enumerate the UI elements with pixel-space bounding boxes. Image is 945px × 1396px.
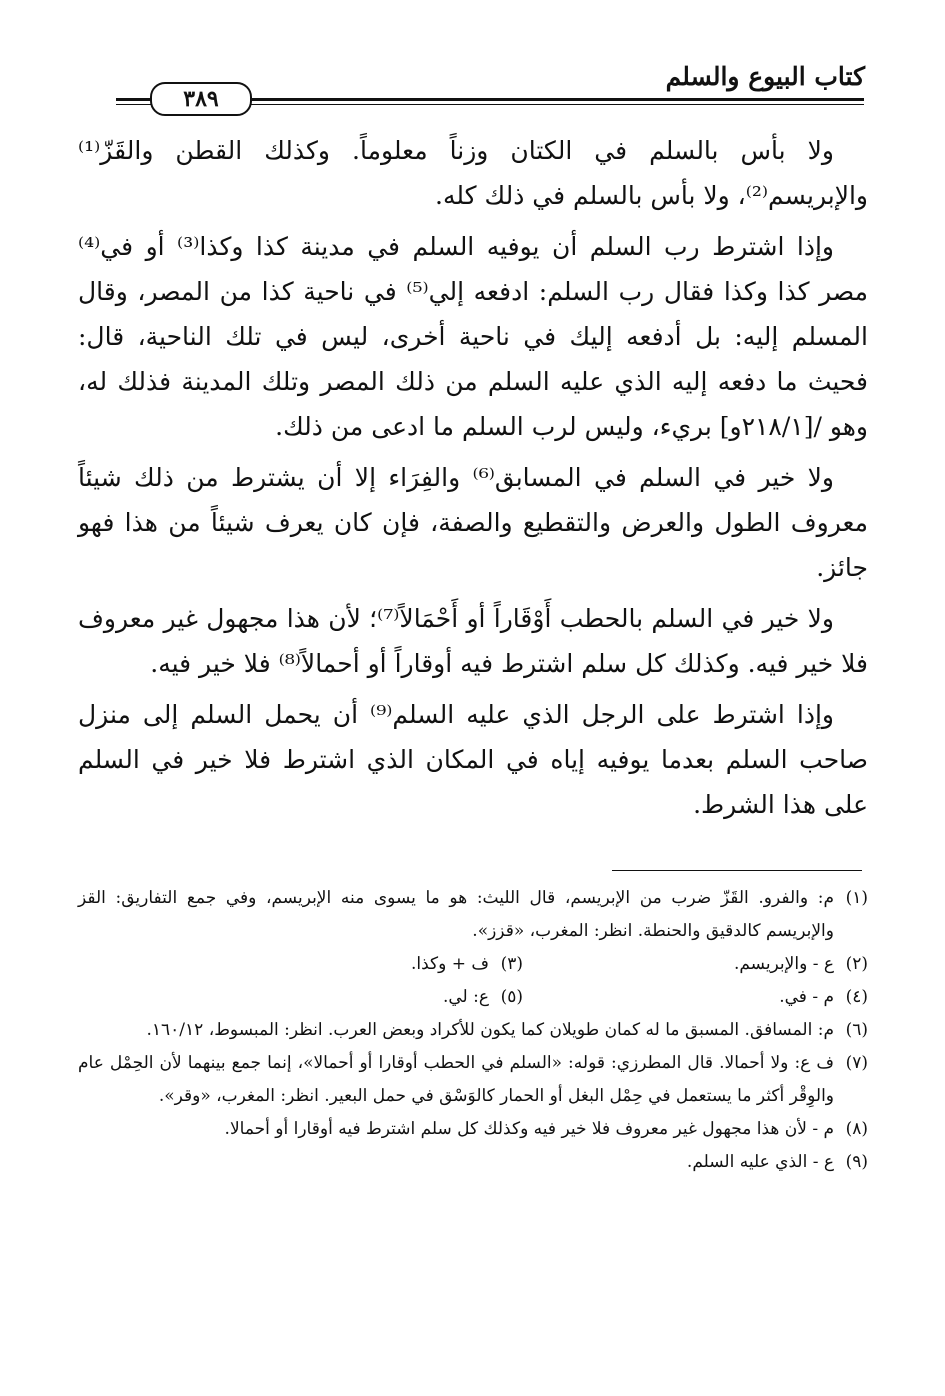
footnote-number: (٣) <box>500 954 523 974</box>
footnote-separator <box>612 870 862 871</box>
footnote-2 <box>523 948 868 981</box>
paragraph: ولا بأس بالسلم في الكتان وزناً معلوماً. وكذلك القطن والقَزّ⁽¹⁾ والإبريسم⁽²⁾، ولا بأس بالسلم في ذلك كله. <box>78 136 868 210</box>
footnote-number: (٤) <box>845 987 868 1007</box>
footnote-text: ع - والإبريسم. <box>733 954 834 974</box>
footnote-8 <box>78 1113 868 1146</box>
footnote-number: (٦) <box>845 1020 868 1040</box>
footnote-row <box>78 981 868 1014</box>
footnotes <box>78 882 868 1179</box>
footnote-number: (٩) <box>845 1152 868 1172</box>
footnote-7 <box>78 1047 868 1113</box>
footnote-5 <box>443 981 523 1014</box>
footnote-text: ف ع: ولا أحمالا. قال المطرزي: قوله: «السلم في الحطب أوقارا أو أحمالا»، إنما جمع بينهما لأن الحِمْل عام والوِقْر أكثر ما يستعمل في حِمْل البغل أو الحمار كالوَسْق في حمل البعير. انظر: المغرب، «وقر». <box>78 1053 834 1106</box>
footnote-text: ع: لي. <box>442 987 489 1007</box>
footnote-number: (٧) <box>845 1053 868 1073</box>
paragraph: ولا خير في السلم في المسابق⁽⁶⁾ والفِرَاء إلا أن يشترط من ذلك شيئاً معروف الطول والعرض والتقطيع والصفة، فإن كان يعرف شيئاً من هذا فهو جائز. <box>78 463 868 582</box>
footnote-text: م - في. <box>779 987 834 1007</box>
page-number: ٣٨٩ <box>150 82 252 116</box>
footnote-number: (٥) <box>500 987 523 1007</box>
footnote-number: (٨) <box>845 1119 868 1139</box>
footnote-number: (١) <box>845 888 868 908</box>
footnote-number: (٢) <box>845 954 868 974</box>
footnote-text: م: والفرو. القَزّ ضرب من الإبريسم، قال الليث: هو ما يسوى منه الإبريسم، وفي جمع التفاريق: القز والإبريسم كالدقيق والحنطة. انظر: المغرب، «قزز». <box>78 888 834 941</box>
paragraph: ولا خير في السلم بالحطب أَوْقَاراً أو أَحْمَالاً⁽⁷⁾؛ لأن هذا مجهول غير معروف فلا خير فيه. وكذلك كل سلم اشترط فيه أوقاراً أو أحمالاً⁽⁸⁾ فلا خير فيه. <box>78 604 868 678</box>
footnote-text: م: المسافق. المسبق ما له كمان طويلان كما يكون للأكراد وبعض العرب. انظر: المبسوط، ١٦٠/١٢. <box>146 1020 834 1040</box>
footnote-row <box>78 948 868 981</box>
footnote-4 <box>523 981 868 1014</box>
footnote-9 <box>78 1146 868 1179</box>
running-title: كتاب البيوع والسلم <box>665 62 865 91</box>
paragraph: وإذا اشترط على الرجل الذي عليه السلم⁽⁹⁾ أن يحمل السلم إلى منزل صاحب السلم بعدما يوفيه إياه في المكان الذي اشترط فلا خير في السلم على هذا الشرط. <box>78 700 868 819</box>
footnote-3 <box>411 948 523 981</box>
footnote-text: ف + وكذا. <box>410 954 489 974</box>
footnote-1 <box>78 882 868 948</box>
paragraph: وإذا اشترط رب السلم أن يوفيه السلم في مدينة كذا وكذا⁽³⁾ أو في⁽⁴⁾ مصر كذا وكذا فقال رب السلم: ادفعه إلي⁽⁵⁾ في ناحية كذا من المصر، وقال المسلم إليه: بل أدفعه إليك في ناحية أخرى، ليس في تلك الناحية، قال: فحيث ما دفعه إليه الذي عليه السلم من ذلك المصر وتلك المدينة فذلك له، وهو /[٢١٨/١و] بريء، وليس لرب السلم ما ادعى من ذلك. <box>78 232 868 441</box>
footnote-text: م - لأن هذا مجهول غير معروف فلا خير فيه وكذلك كل سلم اشترط فيه أوقارا أو أحمالا. <box>224 1119 834 1139</box>
footnote-text: ع - الذي عليه السلم. <box>686 1152 834 1172</box>
main-text <box>78 128 868 833</box>
footnote-6 <box>78 1014 868 1047</box>
